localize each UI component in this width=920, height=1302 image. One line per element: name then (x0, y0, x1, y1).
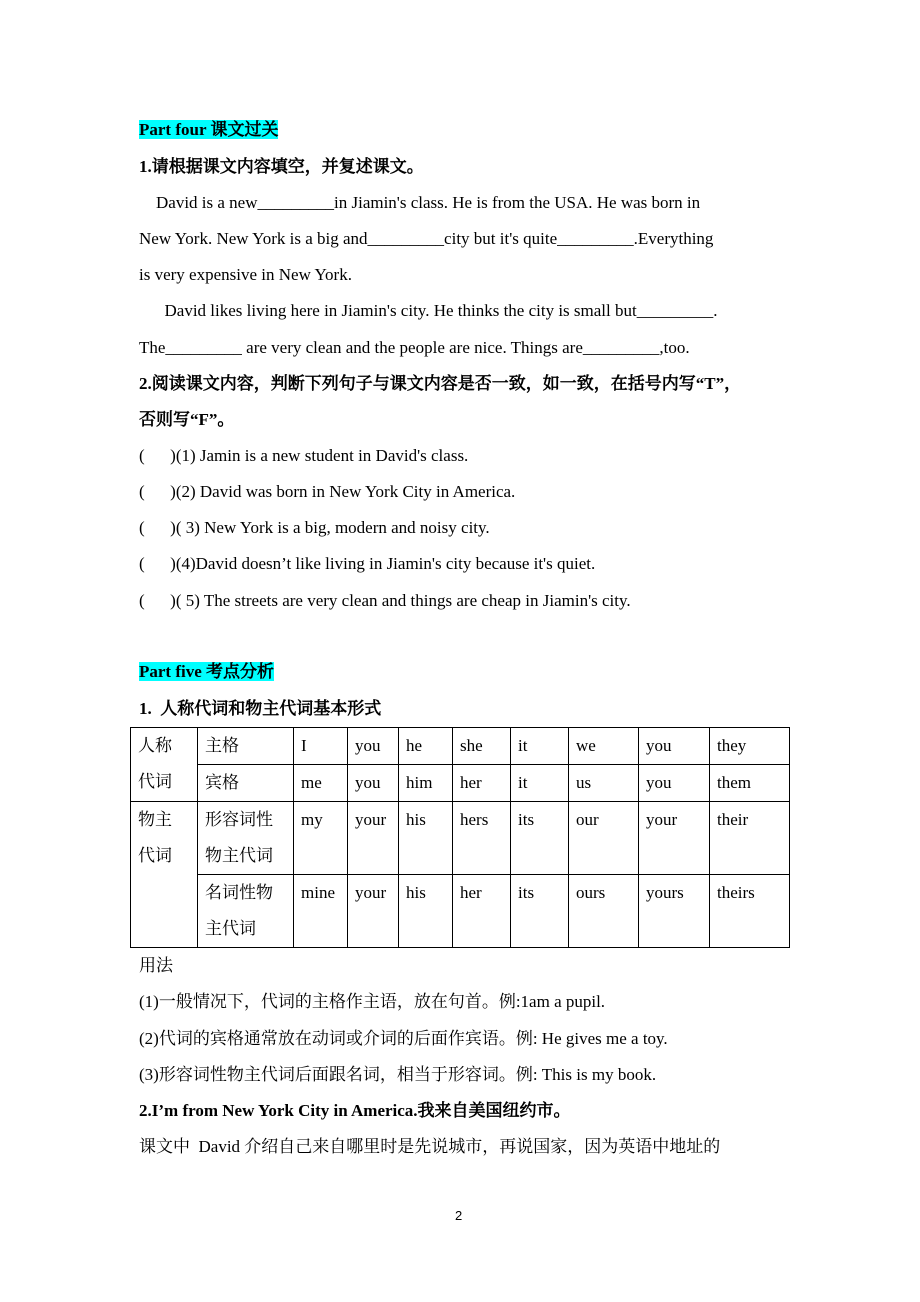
tf-item: ( )(4)David doesn’t like living in Jiamin's city because it's quiet. (139, 554, 596, 573)
table-cell: her (453, 765, 511, 802)
table-cell: hers (453, 802, 511, 875)
table-cell: 主格 (198, 728, 294, 765)
section-title (139, 662, 274, 682)
paragraph-line: New York. New York is a big and_________city but it's quite_________.Everything (139, 229, 714, 248)
table-cell: its (511, 875, 569, 948)
usage-line: (3)形容词性物主代词后面跟名词，相当于形容词。例: This is my book. (139, 1065, 657, 1084)
table-cell: they (710, 728, 790, 765)
table-cell: her (453, 875, 511, 948)
table-cell: our (569, 802, 639, 875)
table-cell: ours (569, 875, 639, 948)
table-cell: you (639, 765, 710, 802)
page-number: 2 (455, 1208, 463, 1223)
section-title (139, 120, 278, 140)
subsection-heading: 2.I’m from New York City in America.我来自美国纽约市。 (139, 1101, 571, 1120)
tf-item: ( )(2) David was born in New York City in America. (139, 482, 516, 501)
group-label: 人称 代词 (131, 728, 198, 802)
table-cell: your (348, 875, 399, 948)
usage-label: 用法 (139, 956, 173, 975)
table-cell: their (710, 802, 790, 875)
table-cell: we (569, 728, 639, 765)
table-cell: his (399, 802, 453, 875)
table-cell: he (399, 728, 453, 765)
paragraph-line: David likes living here in Jiamin's city. He thinks the city is small but_________. (139, 301, 718, 320)
table-cell: she (453, 728, 511, 765)
highlighted-heading: Part five 考点分析 (139, 662, 275, 681)
table-cell: theirs (710, 875, 790, 948)
table-cell: me (294, 765, 348, 802)
table-cell: it (511, 728, 569, 765)
table-cell: your (639, 802, 710, 875)
table-cell: 宾格 (198, 765, 294, 802)
table-cell: us (569, 765, 639, 802)
table-cell: it (511, 765, 569, 802)
usage-line: (2)代词的宾格通常放在动词或介词的后面作宾语。例: He gives me a toy. (139, 1029, 668, 1048)
table-cell: mine (294, 875, 348, 948)
subsection-heading: 1. 人称代词和物主代词基本形式 (139, 699, 382, 718)
tf-item: ( )(1) Jamin is a new student in David's class. (139, 446, 469, 465)
table-cell: I (294, 728, 348, 765)
tf-item: ( )( 3) New York is a big, modern and noisy city. (139, 518, 490, 537)
usage-line: (1)一般情况下，代词的主格作主语，放在句首。例:1am a pupil. (139, 992, 606, 1011)
paragraph-line: 课文中 David 介绍自己来自哪里时是先说城市，再说国家，因为英语中地址的 (139, 1137, 721, 1156)
table-cell: him (399, 765, 453, 802)
table-cell: his (399, 875, 453, 948)
question-heading: 否则写“F”。 (139, 410, 235, 429)
table-cell: my (294, 802, 348, 875)
table-cell: you (348, 728, 399, 765)
paragraph-line: is very expensive in New York. (139, 265, 352, 284)
table-cell: 名词性物 主代词 (198, 875, 294, 948)
table-cell: you (348, 765, 399, 802)
question-heading: 1.请根据课文内容填空，并复述课文。 (139, 157, 424, 176)
table-cell: you (639, 728, 710, 765)
table-cell: your (348, 802, 399, 875)
table-cell: its (511, 802, 569, 875)
group-label: 物主 代词 (131, 802, 198, 948)
highlighted-heading: Part four 课文过关 (139, 120, 279, 139)
question-heading: 2.阅读课文内容，判断下列句子与课文内容是否一致，如一致，在括号内写“T”， (139, 374, 742, 393)
tf-item: ( )( 5) The streets are very clean and things are cheap in Jiamin's city. (139, 591, 631, 610)
pronoun-table (130, 727, 790, 948)
paragraph-line: David is a new_________in Jiamin's class. He is from the USA. He was born in (139, 193, 701, 212)
table-cell: yours (639, 875, 710, 948)
paragraph-line: The_________ are very clean and the people are nice. Things are_________,too. (139, 338, 690, 357)
table-cell: them (710, 765, 790, 802)
table-cell: 形容词性 物主代词 (198, 802, 294, 875)
